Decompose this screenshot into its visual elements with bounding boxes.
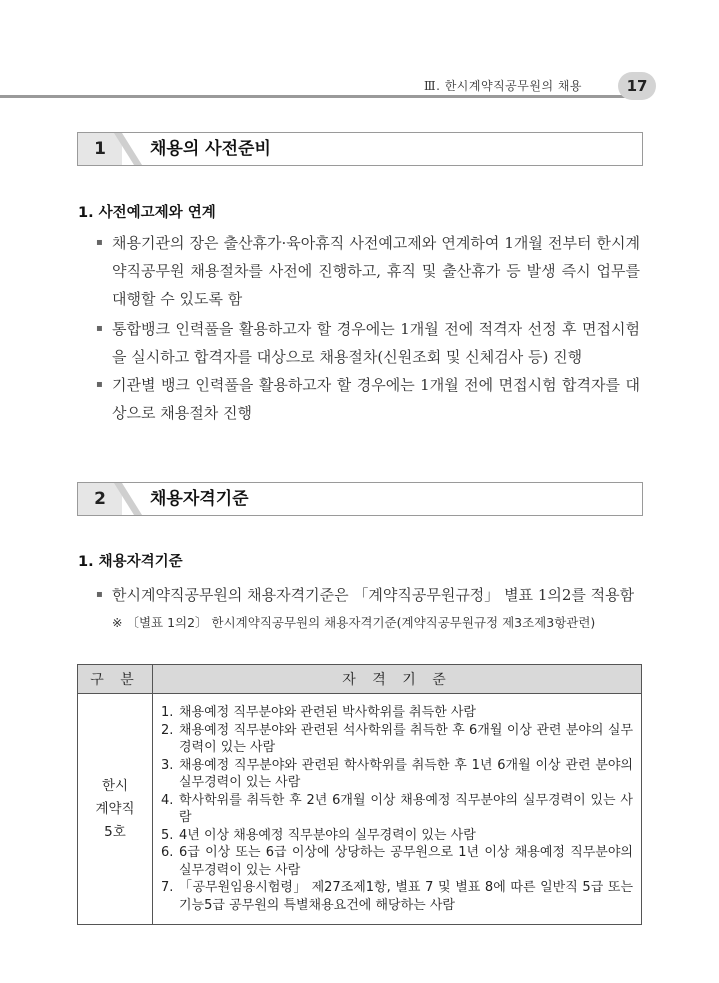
item-text: 4년 이상 채용예정 직무분야의 실무경력이 있는 사람 [179, 827, 476, 843]
criteria-list-cell [153, 694, 642, 925]
row-label-line: 계약직 [95, 800, 135, 817]
section-1-title-box [77, 132, 643, 166]
criteria-item-3 [161, 757, 633, 792]
row-label-line: 5호 [104, 823, 126, 840]
item-number: 7. [161, 880, 174, 895]
table-header-row [78, 665, 642, 694]
row-label-line: 한시 [101, 777, 129, 794]
table-header-criteria: 자 격 기 준 [153, 665, 642, 694]
section-1-slash-decoration [114, 133, 142, 165]
section-2-subheading: 1. 채용자격기준 [78, 554, 183, 570]
bullet-marker: ▪ [96, 379, 103, 390]
bullet-text: 채용기관의 장은 출산휴가·육아휴직 사전예고제와 연계하여 1개월 전부터 한시계약직공무원 채용절차를 사전에 진행하고, 휴직 및 출산휴가 등 발생 즉시 업무를 대행할 수 있도록 함 [112, 234, 640, 308]
item-text: 채용예정 직무분야와 관련된 석사학위를 취득한 후 6개월 이상 관련 분야의 실무경력이 있는 사람 [179, 722, 633, 755]
criteria-item-5 [161, 827, 633, 845]
section-1-subheading: 1. 사전예고제와 연계 [78, 205, 216, 221]
qualification-table [77, 664, 642, 925]
header-section-ref: Ⅲ. 한시계약직공무원의 채용 [424, 79, 583, 93]
page-number: 17 [618, 72, 656, 100]
section-2-slash-decoration [114, 483, 142, 515]
section-2-note: ※ 〔별표 1의2〕 한시계약직공무원의 채용자격기준(계약직공무원규정 제3조제3항관련) [112, 615, 596, 630]
row-label-cell [78, 694, 153, 925]
header-rule [0, 95, 633, 98]
section-2-number: 2 [78, 483, 122, 515]
bullet-text: 통합뱅크 인력풀을 활용하고자 할 경우에는 1개월 전에 적격자 선정 후 면접시험을 실시하고 합격자를 대상으로 채용절차(신원조회 및 신체검사 등) 진행 [112, 320, 640, 366]
bullet-marker: ▪ [96, 323, 103, 334]
item-number: 5. [161, 827, 174, 843]
criteria-item-4 [161, 792, 633, 827]
item-number: 3. [161, 757, 174, 773]
section-1-number: 1 [78, 133, 122, 165]
section-1-title: 채용의 사전준비 [150, 139, 271, 159]
item-number: 1. [161, 705, 174, 720]
item-number: 4. [161, 792, 174, 808]
table-header-category: 구 분 [78, 665, 153, 694]
item-text: 「공무원임용시험령」 제27조제1항, 별표 7 및 별표 8에 따른 일반직 5급 또는 기능5급 공무원의 특별채용요건에 해당하는 사람 [179, 880, 633, 913]
criteria-item-7 [161, 879, 633, 914]
table-row [78, 694, 642, 925]
item-text: 6급 이상 또는 6급 이상에 상당하는 공무원으로 1년 이상 채용예정 직무분야의 실무경력이 있는 사람 [179, 845, 633, 878]
item-number: 6. [161, 845, 174, 860]
item-text: 채용예정 직무분야와 관련된 박사학위를 취득한 사람 [179, 705, 476, 720]
item-text: 학사학위를 취득한 후 2년 6개월 이상 채용예정 직무분야의 실무경력이 있는 사람 [179, 792, 633, 825]
bullet-marker: ▪ [96, 589, 103, 600]
bullet-text: 한시계약직공무원의 채용자격기준은 「계약직공무원규정」 별표 1의2를 적용함 [112, 586, 635, 604]
section-2-title-box [77, 482, 643, 516]
criteria-item-1 [161, 704, 633, 722]
bullet-marker: ▪ [96, 237, 103, 248]
bullet-text: 기관별 뱅크 인력풀을 활용하고자 할 경우에는 1개월 전에 면접시험 합격자를 대상으로 채용절차 진행 [112, 376, 640, 422]
section-2-title: 채용자격기준 [150, 489, 249, 509]
item-number: 2. [161, 722, 174, 738]
criteria-item-2 [161, 722, 633, 757]
item-text: 채용예정 직무분야와 관련된 학사학위를 취득한 후 1년 6개월 이상 관련 분야의 실무경력이 있는 사람 [179, 757, 633, 790]
criteria-item-6 [161, 844, 633, 879]
